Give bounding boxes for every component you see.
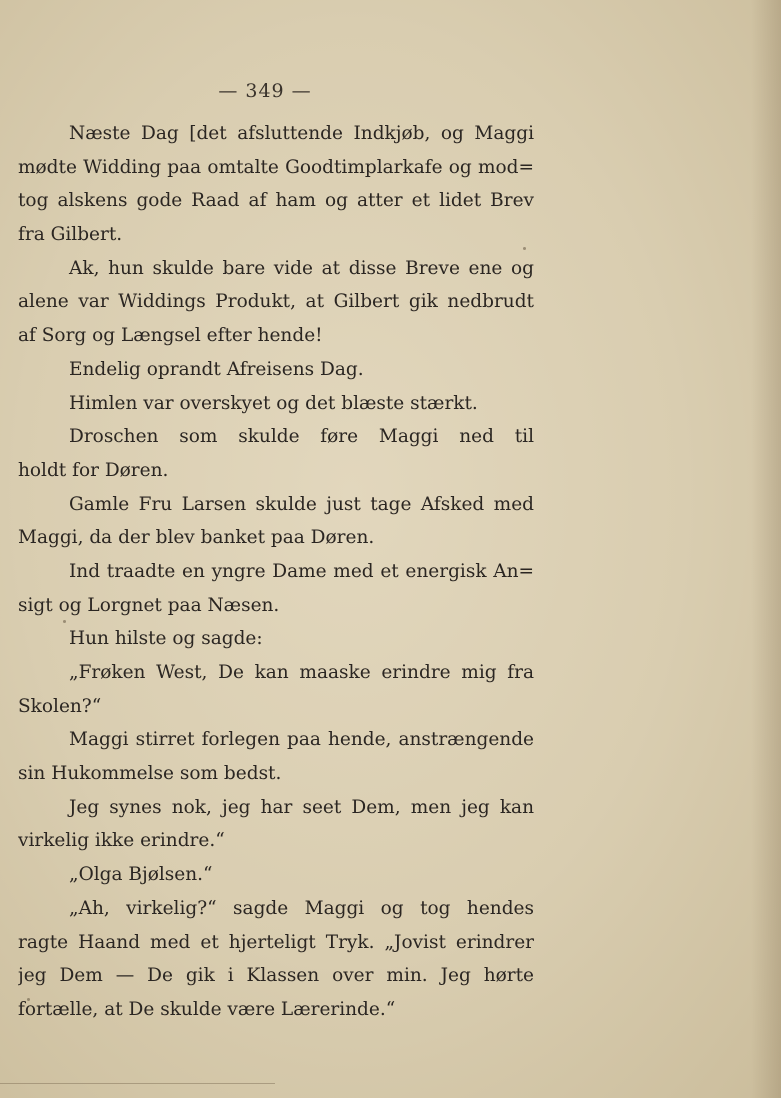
page-edge-shadow (751, 0, 781, 1098)
text-line: mødte Widding paa omtalte Goodtimplarkafe og mod= (18, 156, 534, 178)
text-line: jeg Dem — De gik i Klassen over min. Jeg hørte (18, 965, 534, 987)
text-line: „Frøken West, De kan maaske erindre mig fra (69, 662, 534, 683)
text-line: sigt og Lorgnet paa Næsen. (18, 594, 280, 616)
text-line: Skolen?“ (18, 695, 102, 717)
body-text (18, 117, 534, 1027)
text-line: Jeg synes nok, jeg har seet Dem, men jeg kan (69, 796, 534, 818)
text-line: virkelig ikke erindre.“ (18, 830, 225, 852)
text-line: „Olga Bjølsen.“ (69, 864, 213, 886)
text-line: ragte Haand med et hjerteligt Tryk. „Jovist erindrer (18, 931, 534, 953)
text-line: Gamle Fru Larsen skulde just tage Afsked med (69, 493, 534, 515)
text-line: Maggi, da der blev banket paa Døren. (18, 527, 375, 549)
text-line: tog alskens gode Raad af ham og atter et lidet Brev (18, 190, 534, 212)
text-line: Ak, hun skulde bare vide at disse Breve ene og (69, 257, 534, 279)
text-line: alene var Widdings Produkt, at Gilbert gik nedbrudt (18, 291, 534, 313)
text-line: af Sorg og Længsel efter hende! (18, 325, 323, 347)
text-line: sin Hukommelse som bedst. (18, 763, 282, 785)
text-line: „Ah, virkelig?“ sagde Maggi og tog hendes (69, 897, 534, 919)
text-line: Ind traadte en yngre Dame med et energisk An= (69, 560, 534, 582)
page-bottom-edge (0, 1083, 275, 1084)
text-line: Maggi stirret forlegen paa hende, anstrængende (69, 729, 534, 751)
text-line: fra Gilbert. (18, 224, 123, 246)
text-line: Hun hilste og sagde: (69, 628, 263, 650)
text-line: Næste Dag [det afsluttende Indkjøb, og Maggi (69, 123, 534, 144)
page-number: — 349 — (218, 80, 312, 102)
text-line: holdt for Døren. (18, 459, 169, 481)
text-line: Endelig oprandt Afreisens Dag. (69, 358, 364, 380)
text-line: Himlen var overskyet og det blæste stærkt. (69, 392, 478, 414)
text-line: fortælle, at De skulde være Lærerinde.“ (18, 998, 396, 1020)
text-line: Droschen som skulde føre Maggi ned til (69, 426, 534, 448)
